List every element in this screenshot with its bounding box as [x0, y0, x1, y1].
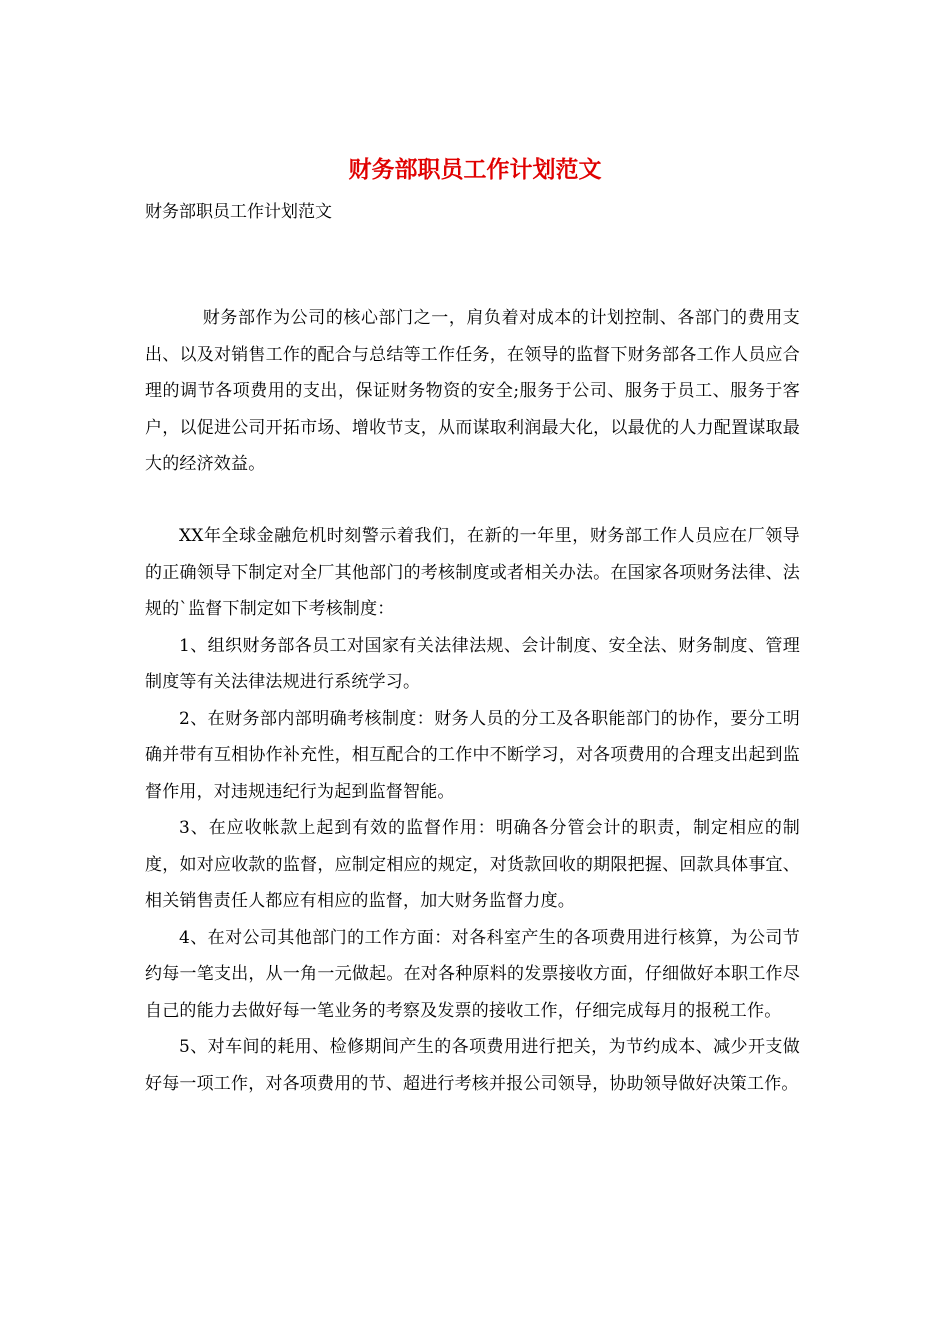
list-item-3: 3、在应收帐款上起到有效的监督作用：明确各分管会计的职责，制定相应的制度，如对应收款的监督，应制定相应的规定，对货款回收的期限把握、回款具体事宜、相关销售责任人都应有相应的监督，加大财务监督力度。 [145, 818, 800, 911]
list-item-1: 1、组织财务部各员工对国家有关法律法规、会计制度、安全法、财务制度、管理制度等有关法律法规进行系统学习。 [145, 635, 800, 692]
list-item-2: 2、在财务部内部明确考核制度：财务人员的分工及各职能部门的协作，要分工明确并带有互相协作补充性，相互配合的工作中不断学习，对各项费用的合理支出起到监督作用，对违规违纪行为起到监督智能。 [145, 708, 800, 802]
paragraph-intro: 财务部作为公司的核心部门之一，肩负着对成本的计划控制、各部门的费用支出、以及对销售工作的配合与总结等工作任务，在领导的监督下财务部各工作人员应合理的调节各项费用的支出，保证财务物资的安全;服务于公司、服务于员工、服务于客户，以促进公司开拓市场、增收节支，从而谋取利润最大化，以最优的人力配置谋取最大的经济效益。 [145, 308, 800, 474]
list-item-4: 4、在对公司其他部门的工作方面：对各科室产生的各项费用进行核算，为公司节约每一笔支出，从一角一元做起。在对各种原料的发票接收方面，仔细做好本职工作尽自己的能力去做好每一笔业务的考察及发票的接收工作，仔细完成每月的报税工作。 [145, 927, 800, 1021]
list-item-5: 5、对车间的耗用、检修期间产生的各项费用进行把关，为节约成本、减少开支做好每一项工作，对各项费用的节、超进行考核并报公司领导，协助领导做好决策工作。 [145, 1037, 800, 1094]
document-title: 财务部职员工作计划范文 [348, 156, 602, 183]
plan-section [145, 518, 800, 1102]
paragraph-context: XX年全球金融危机时刻警示着我们，在新的一年里，财务部工作人员应在厂领导的正确领导下制定对全厂其他部门的考核制度或者相关办法。在国家各项财务法律、法规的`监督下制定如下考核制度： [145, 526, 800, 619]
document-subtitle: 财务部职员工作计划范文 [145, 202, 332, 222]
intro-section [145, 300, 800, 483]
